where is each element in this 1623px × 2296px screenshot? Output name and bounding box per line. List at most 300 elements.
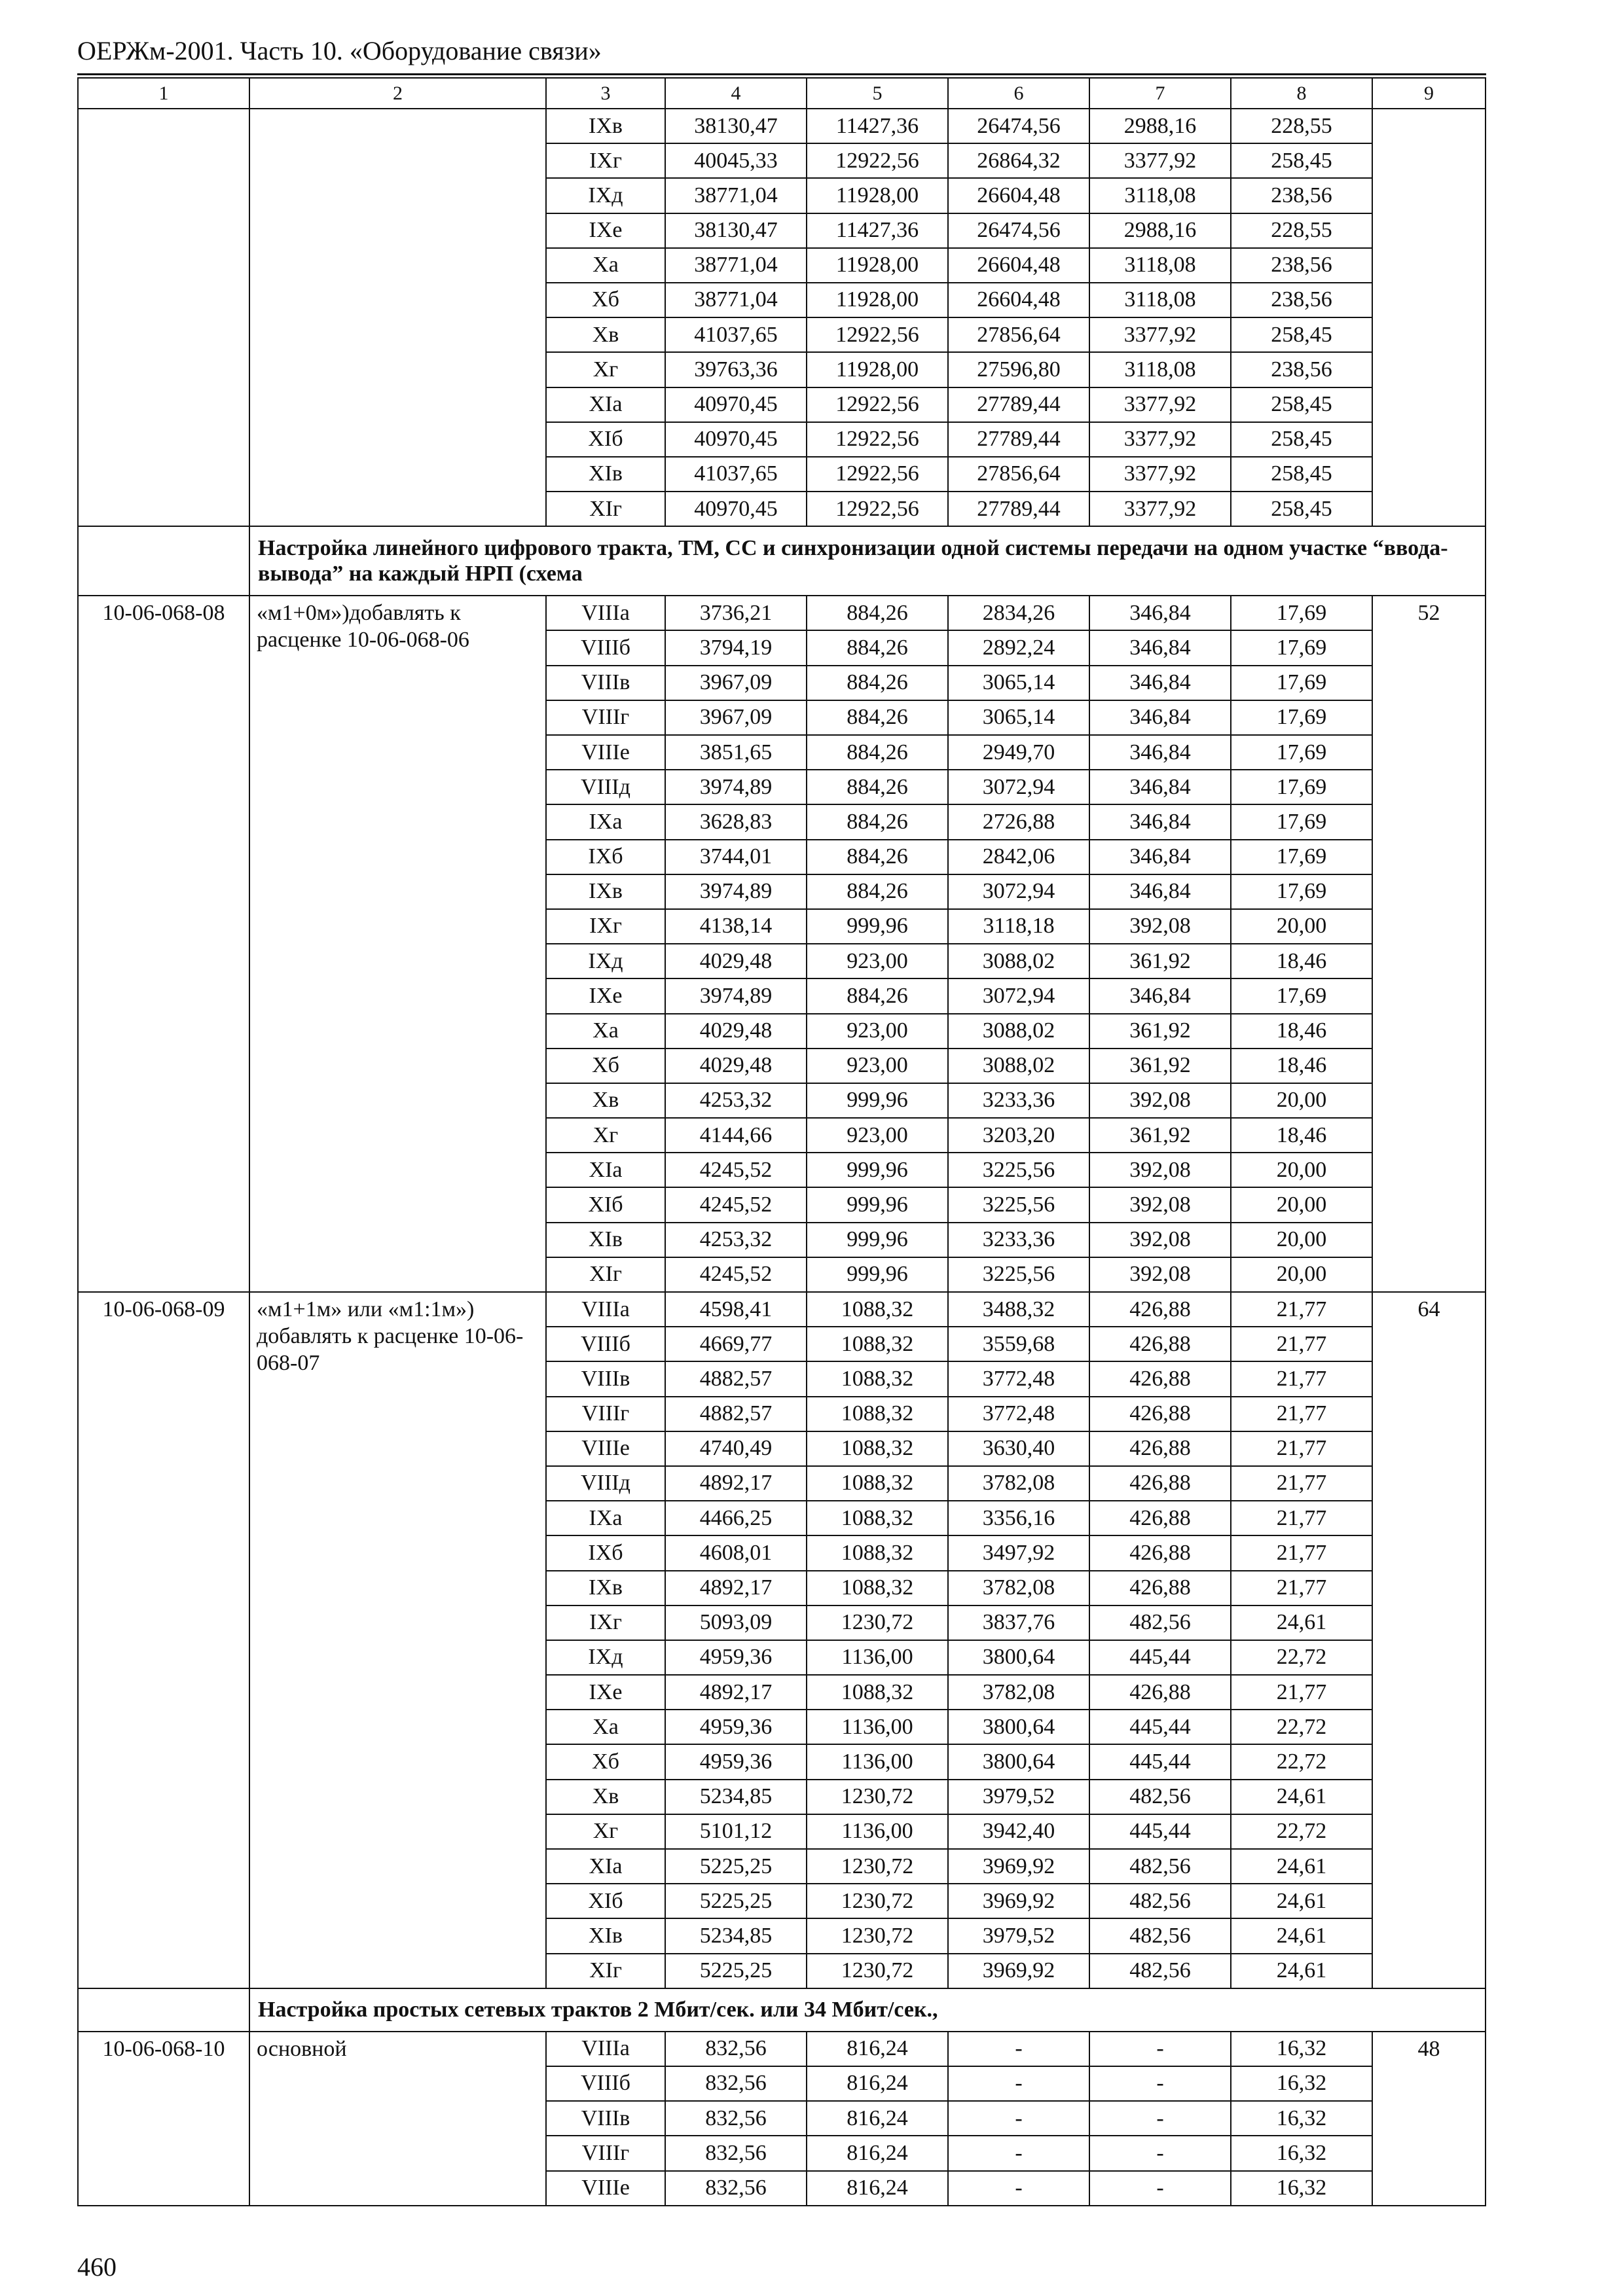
machinist-wages: 346,84 [1089, 700, 1231, 735]
zone-code: IXе [546, 978, 665, 1013]
machine-cost: 27789,44 [948, 422, 1089, 457]
machinist-wages: 346,84 [1089, 840, 1231, 874]
machinist-wages: 3118,08 [1089, 248, 1231, 283]
total-cost: 38771,04 [665, 248, 807, 283]
zone-code: XIг [546, 1257, 665, 1292]
machinist-wages: 346,84 [1089, 666, 1231, 700]
zone-code: XIг [546, 1954, 665, 1988]
page-header-title: ОЕРЖм-2001. Часть 10. «Оборудование связи» [77, 36, 602, 65]
zone-code: XIб [546, 1187, 665, 1222]
column-number: 5 [807, 78, 948, 109]
materials-cost: 18,46 [1231, 944, 1372, 978]
materials-cost: 21,77 [1231, 1501, 1372, 1535]
materials-cost: 24,61 [1231, 1918, 1372, 1953]
labor-wages: 1088,32 [807, 1397, 948, 1431]
machine-cost: 26604,48 [948, 178, 1089, 213]
machinist-wages: 392,08 [1089, 1223, 1231, 1257]
zone-code: IXе [546, 1675, 665, 1710]
machinist-wages: 346,84 [1089, 735, 1231, 770]
zone-code: VIIIа [546, 2032, 665, 2066]
labor-wages: 816,24 [807, 2171, 948, 2206]
zone-code: VIIIе [546, 735, 665, 770]
materials-cost: 17,69 [1231, 874, 1372, 909]
zone-code: IXв [546, 1571, 665, 1605]
total-cost: 39763,36 [665, 352, 807, 387]
materials-cost: 22,72 [1231, 1710, 1372, 1744]
machine-cost: 3782,08 [948, 1466, 1089, 1501]
materials-cost: 16,32 [1231, 2101, 1372, 2136]
table-row [78, 2032, 1486, 2066]
machinist-wages: 346,84 [1089, 770, 1231, 804]
labor-hours: 48 [1372, 2032, 1486, 2206]
column-number: 2 [249, 78, 546, 109]
materials-cost: 24,61 [1231, 1780, 1372, 1814]
machine-cost: 3356,16 [948, 1501, 1089, 1535]
materials-cost: 17,69 [1231, 735, 1372, 770]
machine-cost: 2842,06 [948, 840, 1089, 874]
machinist-wages: 2988,16 [1089, 109, 1231, 143]
materials-cost: 258,45 [1231, 317, 1372, 352]
machinist-wages: 346,84 [1089, 596, 1231, 630]
total-cost: 4959,36 [665, 1640, 807, 1675]
machinist-wages: 346,84 [1089, 630, 1231, 665]
total-cost: 832,56 [665, 2136, 807, 2170]
labor-wages: 999,96 [807, 909, 948, 944]
machine-cost: 3065,14 [948, 700, 1089, 735]
machinist-wages: 346,84 [1089, 978, 1231, 1013]
machine-cost: 3088,02 [948, 1014, 1089, 1049]
labor-wages: 12922,56 [807, 143, 948, 178]
zone-code: XIа [546, 387, 665, 422]
machine-cost: 26474,56 [948, 109, 1089, 143]
table-row [78, 1292, 1486, 1327]
materials-cost: 228,55 [1231, 213, 1372, 248]
machinist-wages: 3118,08 [1089, 352, 1231, 387]
machinist-wages: 426,88 [1089, 1431, 1231, 1466]
materials-cost: 21,77 [1231, 1535, 1372, 1570]
materials-cost: 238,56 [1231, 283, 1372, 317]
machine-cost: - [948, 2101, 1089, 2136]
materials-cost: 18,46 [1231, 1118, 1372, 1153]
zone-code: VIIIа [546, 1292, 665, 1327]
machinist-wages: - [1089, 2032, 1231, 2066]
machinist-wages: 392,08 [1089, 909, 1231, 944]
machine-cost: 26604,48 [948, 283, 1089, 317]
materials-cost: 21,77 [1231, 1397, 1372, 1431]
labor-wages: 1230,72 [807, 1918, 948, 1953]
labor-wages: 1136,00 [807, 1710, 948, 1744]
section-header-row [78, 1988, 1486, 2032]
materials-cost: 24,61 [1231, 1605, 1372, 1640]
total-cost: 3967,09 [665, 700, 807, 735]
machinist-wages: 426,88 [1089, 1327, 1231, 1361]
column-number-row [78, 78, 1486, 109]
machine-cost: 27789,44 [948, 492, 1089, 526]
machine-cost: 3088,02 [948, 1049, 1089, 1083]
total-cost: 4245,52 [665, 1187, 807, 1222]
machinist-wages: 392,08 [1089, 1153, 1231, 1187]
total-cost: 3974,89 [665, 978, 807, 1013]
machine-cost: 3969,92 [948, 1884, 1089, 1918]
labor-wages: 816,24 [807, 2101, 948, 2136]
materials-cost: 228,55 [1231, 109, 1372, 143]
labor-wages: 884,26 [807, 596, 948, 630]
total-cost: 4608,01 [665, 1535, 807, 1570]
zone-code: VIIIе [546, 1431, 665, 1466]
total-cost: 4138,14 [665, 909, 807, 944]
materials-cost: 17,69 [1231, 700, 1372, 735]
total-cost: 4892,17 [665, 1571, 807, 1605]
labor-wages: 1230,72 [807, 1884, 948, 1918]
zone-code: VIIIг [546, 700, 665, 735]
labor-wages: 1088,32 [807, 1535, 948, 1570]
materials-cost: 258,45 [1231, 492, 1372, 526]
materials-cost: 24,61 [1231, 1884, 1372, 1918]
total-cost: 832,56 [665, 2171, 807, 2206]
machine-cost: 3969,92 [948, 1954, 1089, 1988]
machine-cost: 3772,48 [948, 1397, 1089, 1431]
total-cost: 4892,17 [665, 1466, 807, 1501]
machine-cost: 3225,56 [948, 1153, 1089, 1187]
machinist-wages: 2988,16 [1089, 213, 1231, 248]
zone-code: XIб [546, 1884, 665, 1918]
labor-wages: 12922,56 [807, 387, 948, 422]
materials-cost: 21,77 [1231, 1327, 1372, 1361]
zone-code: Xв [546, 1780, 665, 1814]
rate-code: 10-06-068-08 [78, 596, 249, 1292]
materials-cost: 20,00 [1231, 1223, 1372, 1257]
labor-wages: 11928,00 [807, 178, 948, 213]
labor-wages: 1136,00 [807, 1744, 948, 1779]
total-cost: 41037,65 [665, 317, 807, 352]
zone-code: IXд [546, 178, 665, 213]
total-cost: 4882,57 [665, 1361, 807, 1396]
machine-cost: 3979,52 [948, 1918, 1089, 1953]
machinist-wages: - [1089, 2101, 1231, 2136]
machinist-wages: 445,44 [1089, 1640, 1231, 1675]
machine-cost: 3203,20 [948, 1118, 1089, 1153]
zone-code: VIIIд [546, 1466, 665, 1501]
total-cost: 5234,85 [665, 1918, 807, 1953]
labor-wages: 999,96 [807, 1153, 948, 1187]
total-cost: 40970,45 [665, 387, 807, 422]
labor-wages: 999,96 [807, 1187, 948, 1222]
materials-cost: 16,32 [1231, 2032, 1372, 2066]
machinist-wages: 346,84 [1089, 874, 1231, 909]
labor-hours: 64 [1372, 1292, 1486, 1988]
total-cost: 3794,19 [665, 630, 807, 665]
total-cost: 4253,32 [665, 1083, 807, 1118]
machinist-wages: 482,56 [1089, 1954, 1231, 1988]
zone-code: XIг [546, 492, 665, 526]
zone-code: IXг [546, 1605, 665, 1640]
total-cost: 5101,12 [665, 1814, 807, 1849]
machinist-wages: 3377,92 [1089, 457, 1231, 492]
machinist-wages: 346,84 [1089, 804, 1231, 839]
machine-cost: 3979,52 [948, 1780, 1089, 1814]
machine-cost: 3065,14 [948, 666, 1089, 700]
labor-wages: 11928,00 [807, 283, 948, 317]
machinist-wages: 426,88 [1089, 1675, 1231, 1710]
labor-wages: 884,26 [807, 666, 948, 700]
column-number: 3 [546, 78, 665, 109]
machine-cost: 3837,76 [948, 1605, 1089, 1640]
machine-cost: 3772,48 [948, 1361, 1089, 1396]
machine-cost: 3488,32 [948, 1292, 1089, 1327]
materials-cost: 17,69 [1231, 804, 1372, 839]
labor-wages: 1230,72 [807, 1780, 948, 1814]
column-number: 8 [1231, 78, 1372, 109]
total-cost: 40970,45 [665, 492, 807, 526]
total-cost: 38771,04 [665, 178, 807, 213]
rate-name [249, 109, 546, 526]
labor-wages: 923,00 [807, 1049, 948, 1083]
zone-code: IXб [546, 840, 665, 874]
zone-code: XIа [546, 1849, 665, 1884]
total-cost: 5234,85 [665, 1780, 807, 1814]
zone-code: Xа [546, 1014, 665, 1049]
labor-wages: 11928,00 [807, 248, 948, 283]
machinist-wages: 3377,92 [1089, 492, 1231, 526]
machine-cost: 3559,68 [948, 1327, 1089, 1361]
labor-wages: 11427,36 [807, 213, 948, 248]
labor-wages: 884,26 [807, 840, 948, 874]
column-number: 1 [78, 78, 249, 109]
rate-name: «м1+0м»)добавлять к расценке 10-06-068-06 [249, 596, 546, 1292]
total-cost: 38130,47 [665, 109, 807, 143]
materials-cost: 21,77 [1231, 1466, 1372, 1501]
zone-code: IXг [546, 909, 665, 944]
machine-cost: 3800,64 [948, 1710, 1089, 1744]
machine-cost: 3233,36 [948, 1223, 1089, 1257]
labor-wages: 884,26 [807, 735, 948, 770]
materials-cost: 18,46 [1231, 1014, 1372, 1049]
machine-cost: 3969,92 [948, 1849, 1089, 1884]
zone-code: VIIIе [546, 2171, 665, 2206]
total-cost: 4740,49 [665, 1431, 807, 1466]
materials-cost: 258,45 [1231, 422, 1372, 457]
materials-cost: 21,77 [1231, 1675, 1372, 1710]
machinist-wages: 482,56 [1089, 1884, 1231, 1918]
section-empty-cell [78, 1988, 249, 2032]
machine-cost: 26604,48 [948, 248, 1089, 283]
total-cost: 3736,21 [665, 596, 807, 630]
section-title: Настройка линейного цифрового тракта, ТМ, СС и синхронизации одной системы передачи на одном участке “ввода-вывода” на каждый НРП (схема [249, 526, 1486, 596]
labor-wages: 12922,56 [807, 422, 948, 457]
zone-code: VIIIв [546, 2101, 665, 2136]
total-cost: 832,56 [665, 2032, 807, 2066]
labor-wages: 1230,72 [807, 1605, 948, 1640]
zone-code: Xв [546, 317, 665, 352]
machinist-wages: 426,88 [1089, 1466, 1231, 1501]
materials-cost: 17,69 [1231, 770, 1372, 804]
total-cost: 4245,52 [665, 1257, 807, 1292]
labor-wages: 12922,56 [807, 492, 948, 526]
zone-code: VIIIв [546, 666, 665, 700]
machine-cost: 27789,44 [948, 387, 1089, 422]
zone-code: XIб [546, 422, 665, 457]
total-cost: 3744,01 [665, 840, 807, 874]
total-cost: 5093,09 [665, 1605, 807, 1640]
labor-wages: 1136,00 [807, 1814, 948, 1849]
materials-cost: 20,00 [1231, 1153, 1372, 1187]
total-cost: 38130,47 [665, 213, 807, 248]
machinist-wages: - [1089, 2171, 1231, 2206]
page-number: 460 [77, 2252, 117, 2282]
machine-cost: 2949,70 [948, 735, 1089, 770]
labor-wages: 884,26 [807, 770, 948, 804]
labor-wages: 923,00 [807, 1118, 948, 1153]
machinist-wages: 3377,92 [1089, 143, 1231, 178]
zone-code: IXа [546, 1501, 665, 1535]
machinist-wages: 361,92 [1089, 944, 1231, 978]
rates-table-body [78, 78, 1486, 2206]
machine-cost: 2726,88 [948, 804, 1089, 839]
materials-cost: 16,32 [1231, 2136, 1372, 2170]
machinist-wages: - [1089, 2136, 1231, 2170]
machine-cost: 3233,36 [948, 1083, 1089, 1118]
machine-cost: 3072,94 [948, 874, 1089, 909]
machine-cost: - [948, 2171, 1089, 2206]
materials-cost: 22,72 [1231, 1640, 1372, 1675]
labor-hours [1372, 109, 1486, 526]
total-cost: 3628,83 [665, 804, 807, 839]
labor-wages: 1088,32 [807, 1327, 948, 1361]
machine-cost: 3782,08 [948, 1675, 1089, 1710]
total-cost: 5225,25 [665, 1884, 807, 1918]
labor-wages: 999,96 [807, 1257, 948, 1292]
rates-table [77, 77, 1486, 2206]
materials-cost: 258,45 [1231, 143, 1372, 178]
materials-cost: 20,00 [1231, 909, 1372, 944]
machinist-wages: 3377,92 [1089, 422, 1231, 457]
machinist-wages: 482,56 [1089, 1780, 1231, 1814]
machinist-wages: 3377,92 [1089, 387, 1231, 422]
machine-cost: 26474,56 [948, 213, 1089, 248]
zone-code: VIIIб [546, 2066, 665, 2101]
machine-cost: 3497,92 [948, 1535, 1089, 1570]
zone-code: IXв [546, 874, 665, 909]
zone-code: IXа [546, 804, 665, 839]
zone-code: VIIIд [546, 770, 665, 804]
labor-wages: 923,00 [807, 944, 948, 978]
machinist-wages: 445,44 [1089, 1710, 1231, 1744]
machinist-wages: 426,88 [1089, 1535, 1231, 1570]
labor-wages: 816,24 [807, 2032, 948, 2066]
total-cost: 4245,52 [665, 1153, 807, 1187]
zone-code: XIв [546, 1918, 665, 1953]
zone-code: Xг [546, 1814, 665, 1849]
total-cost: 4892,17 [665, 1675, 807, 1710]
materials-cost: 21,77 [1231, 1361, 1372, 1396]
labor-wages: 1088,32 [807, 1361, 948, 1396]
materials-cost: 21,77 [1231, 1292, 1372, 1327]
machinist-wages: - [1089, 2066, 1231, 2101]
zone-code: XIа [546, 1153, 665, 1187]
machine-cost: - [948, 2136, 1089, 2170]
materials-cost: 20,00 [1231, 1083, 1372, 1118]
total-cost: 832,56 [665, 2101, 807, 2136]
column-number: 7 [1089, 78, 1231, 109]
zone-code: IXб [546, 1535, 665, 1570]
section-header-row [78, 526, 1486, 596]
machine-cost: 27856,64 [948, 457, 1089, 492]
materials-cost: 17,69 [1231, 978, 1372, 1013]
materials-cost: 17,69 [1231, 630, 1372, 665]
machinist-wages: 445,44 [1089, 1814, 1231, 1849]
machine-cost: 2892,24 [948, 630, 1089, 665]
machinist-wages: 426,88 [1089, 1361, 1231, 1396]
machine-cost: 3072,94 [948, 770, 1089, 804]
machine-cost: 3225,56 [948, 1187, 1089, 1222]
zone-code: VIIIб [546, 1327, 665, 1361]
materials-cost: 22,72 [1231, 1744, 1372, 1779]
machine-cost: 3782,08 [948, 1571, 1089, 1605]
materials-cost: 24,61 [1231, 1849, 1372, 1884]
machinist-wages: 482,56 [1089, 1849, 1231, 1884]
machine-cost: 3225,56 [948, 1257, 1089, 1292]
zone-code: VIIIв [546, 1361, 665, 1396]
zone-code: IXг [546, 143, 665, 178]
machinist-wages: 3377,92 [1089, 317, 1231, 352]
rate-code: 10-06-068-09 [78, 1292, 249, 1988]
machinist-wages: 392,08 [1089, 1257, 1231, 1292]
materials-cost: 17,69 [1231, 840, 1372, 874]
zone-code: Xб [546, 1744, 665, 1779]
machinist-wages: 361,92 [1089, 1049, 1231, 1083]
machinist-wages: 392,08 [1089, 1083, 1231, 1118]
total-cost: 4253,32 [665, 1223, 807, 1257]
column-number: 9 [1372, 78, 1486, 109]
zone-code: Xв [546, 1083, 665, 1118]
total-cost: 4466,25 [665, 1501, 807, 1535]
labor-wages: 1088,32 [807, 1501, 948, 1535]
total-cost: 4029,48 [665, 944, 807, 978]
total-cost: 4882,57 [665, 1397, 807, 1431]
materials-cost: 18,46 [1231, 1049, 1372, 1083]
zone-code: VIIIб [546, 630, 665, 665]
total-cost: 4029,48 [665, 1049, 807, 1083]
machinist-wages: 426,88 [1089, 1571, 1231, 1605]
rate-name: «м1+1м» или «м1:1м») добавлять к расценке 10-06-068-07 [249, 1292, 546, 1988]
machinist-wages: 445,44 [1089, 1744, 1231, 1779]
total-cost: 3974,89 [665, 874, 807, 909]
zone-code: IXе [546, 213, 665, 248]
labor-wages: 1230,72 [807, 1849, 948, 1884]
materials-cost: 258,45 [1231, 387, 1372, 422]
labor-wages: 11427,36 [807, 109, 948, 143]
machine-cost: 3072,94 [948, 978, 1089, 1013]
total-cost: 5225,25 [665, 1849, 807, 1884]
machinist-wages: 482,56 [1089, 1918, 1231, 1953]
zone-code: VIIIг [546, 1397, 665, 1431]
labor-wages: 884,26 [807, 804, 948, 839]
zone-code: IXв [546, 109, 665, 143]
zone-code: Xб [546, 1049, 665, 1083]
machinist-wages: 392,08 [1089, 1187, 1231, 1222]
labor-wages: 1088,32 [807, 1466, 948, 1501]
labor-hours: 52 [1372, 596, 1486, 1292]
materials-cost: 20,00 [1231, 1187, 1372, 1222]
materials-cost: 24,61 [1231, 1954, 1372, 1988]
machinist-wages: 426,88 [1089, 1397, 1231, 1431]
labor-wages: 1136,00 [807, 1640, 948, 1675]
labor-wages: 1088,32 [807, 1292, 948, 1327]
machinist-wages: 426,88 [1089, 1501, 1231, 1535]
materials-cost: 258,45 [1231, 457, 1372, 492]
materials-cost: 16,32 [1231, 2066, 1372, 2101]
machinist-wages: 361,92 [1089, 1118, 1231, 1153]
